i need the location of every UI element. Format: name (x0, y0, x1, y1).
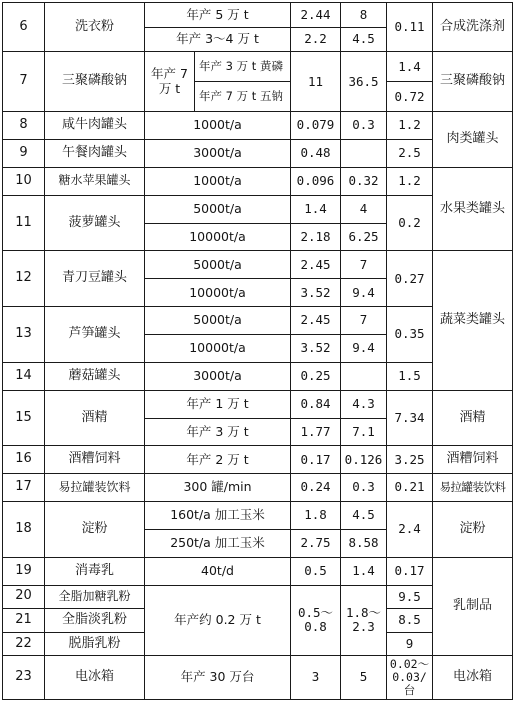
value-2-cell: 0.126 (341, 446, 387, 474)
value-3-cell: 1.2 (387, 112, 433, 140)
value-1-cell: 0.25 (291, 362, 341, 390)
value-2-cell: 4.5 (341, 27, 387, 52)
row-number: 22 (3, 632, 45, 656)
value-3-cell: 1.5 (387, 362, 433, 390)
capacity-cell: 年产 2 万 t (145, 446, 291, 474)
value-3-cell: 8.5 (387, 609, 433, 633)
row-number: 15 (3, 390, 45, 446)
value-3-cell: 3.25 (387, 446, 433, 474)
value-2-cell: 4.5 (341, 502, 387, 530)
product-name: 芦笋罐头 (45, 307, 145, 363)
category-cell: 三聚磷酸钠 (433, 52, 513, 112)
category-cell: 易拉罐装饮料 (433, 474, 513, 502)
capacity-cell: 1000t/a (145, 167, 291, 195)
value-3-cell: 0.72 (387, 82, 433, 112)
product-name: 青刀豆罐头 (45, 251, 145, 307)
value-2-cell: 8.58 (341, 529, 387, 557)
capacity-cell: 300 罐/min (145, 474, 291, 502)
value-2-cell: 9.4 (341, 334, 387, 362)
value-2-cell: 7 (341, 251, 387, 279)
category-cell: 乳制品 (433, 557, 513, 656)
capacity-prefix-cell: 年产 7万 t (145, 52, 195, 112)
value-1-cell: 3 (291, 656, 341, 700)
product-name: 酒精 (45, 390, 145, 446)
row-number: 9 (3, 140, 45, 168)
value-3-cell: 9 (387, 632, 433, 656)
capacity-cell: 160t/a 加工玉米 (145, 502, 291, 530)
value-3-cell: 7.34 (387, 390, 433, 446)
product-name: 蘑菇罐头 (45, 362, 145, 390)
row-number: 16 (3, 446, 45, 474)
product-name: 易拉罐装饮料 (45, 474, 145, 502)
value-1-cell: 2.45 (291, 251, 341, 279)
value-1-cell: 1.4 (291, 195, 341, 223)
capacity-cell: 3000t/a (145, 140, 291, 168)
table-row (3, 557, 513, 585)
value-1-cell: 3.52 (291, 279, 341, 307)
table-row (3, 52, 513, 82)
product-name: 消毒乳 (45, 557, 145, 585)
value-2-cell: 0.3 (341, 112, 387, 140)
value-2-cell (341, 362, 387, 390)
value-1-cell: 2.2 (291, 27, 341, 52)
row-number: 6 (3, 3, 45, 52)
row-number: 12 (3, 251, 45, 307)
product-name: 三聚磷酸钠 (45, 52, 145, 112)
value-2-cell: 0.3 (341, 474, 387, 502)
data-table (2, 2, 513, 700)
row-number: 23 (3, 656, 45, 700)
value-1-cell: 0.17 (291, 446, 341, 474)
value-3-cell: 0.35 (387, 307, 433, 363)
value-2-cell: 9.4 (341, 279, 387, 307)
value-2-cell: 1.8～2.3 (341, 585, 387, 656)
value-3-cell: 0.17 (387, 557, 433, 585)
value-2-cell: 7 (341, 307, 387, 335)
value-2-cell: 1.4 (341, 557, 387, 585)
table-row (3, 474, 513, 502)
capacity-cell: 年产 3～4 万 t (145, 27, 291, 52)
value-3-cell: 2.4 (387, 502, 433, 558)
row-number: 11 (3, 195, 45, 251)
value-3-cell: 9.5 (387, 585, 433, 609)
capacity-cell: 10000t/a (145, 334, 291, 362)
table-row (3, 251, 513, 279)
value-3-cell: 0.11 (387, 3, 433, 52)
capacity-cell: 年产 30 万台 (145, 656, 291, 700)
value-2-cell: 6.25 (341, 223, 387, 251)
product-name: 糖水苹果罐头 (45, 167, 145, 195)
value-2-cell: 0.32 (341, 167, 387, 195)
row-number: 14 (3, 362, 45, 390)
value-1-cell: 0.48 (291, 140, 341, 168)
row-number: 20 (3, 585, 45, 609)
value-3-cell: 2.5 (387, 140, 433, 168)
capacity-cell: 年产约 0.2 万 t (145, 585, 291, 656)
row-number: 7 (3, 52, 45, 112)
value-1-cell: 1.77 (291, 418, 341, 446)
value-1-cell: 0.079 (291, 112, 341, 140)
capacity-cell: 1000t/a (145, 112, 291, 140)
value-3-cell: 0.21 (387, 474, 433, 502)
category-cell: 酒精 (433, 390, 513, 446)
category-cell: 电冰箱 (433, 656, 513, 700)
table-row (3, 502, 513, 530)
value-2-cell: 7.1 (341, 418, 387, 446)
capacity-cell: 5000t/a (145, 251, 291, 279)
value-2-cell (341, 140, 387, 168)
value-1-cell: 2.45 (291, 307, 341, 335)
value-1-cell: 0.24 (291, 474, 341, 502)
capacity-cell: 40t/d (145, 557, 291, 585)
value-1-cell: 2.18 (291, 223, 341, 251)
value-2-cell: 4 (341, 195, 387, 223)
row-number: 10 (3, 167, 45, 195)
value-1-cell: 0.5 (291, 557, 341, 585)
capacity-cell: 年产 1 万 t (145, 390, 291, 418)
product-name: 全脂淡乳粉 (45, 609, 145, 633)
row-number: 18 (3, 502, 45, 558)
table-row (3, 656, 513, 700)
category-cell: 淀粉 (433, 502, 513, 558)
category-cell: 水果类罐头 (433, 167, 513, 251)
table-row (3, 167, 513, 195)
capacity-cell: 年产 7 万 t 五钠 (195, 82, 291, 112)
value-3-cell: 1.2 (387, 167, 433, 195)
product-name: 淀粉 (45, 502, 145, 558)
capacity-cell: 10000t/a (145, 223, 291, 251)
value-2-cell: 36.5 (341, 52, 387, 112)
value-1-cell: 3.52 (291, 334, 341, 362)
capacity-cell: 年产 5 万 t (145, 3, 291, 28)
capacity-cell: 3000t/a (145, 362, 291, 390)
product-name: 菠萝罐头 (45, 195, 145, 251)
row-number: 13 (3, 307, 45, 363)
category-cell: 蔬菜类罐头 (433, 251, 513, 390)
value-2-cell: 8 (341, 3, 387, 28)
value-3-cell: 1.4 (387, 52, 433, 82)
table-row (3, 3, 513, 28)
value-3-cell: 0.02～0.03/台 (387, 656, 433, 700)
capacity-cell: 5000t/a (145, 307, 291, 335)
capacity-cell: 年产 3 万 t (145, 418, 291, 446)
capacity-cell: 5000t/a (145, 195, 291, 223)
value-1-cell: 1.8 (291, 502, 341, 530)
value-1-cell: 0.84 (291, 390, 341, 418)
row-number: 19 (3, 557, 45, 585)
capacity-cell: 250t/a 加工玉米 (145, 529, 291, 557)
table-row (3, 112, 513, 140)
capacity-cell: 年产 3 万 t 黄磷 (195, 52, 291, 82)
product-name: 脱脂乳粉 (45, 632, 145, 656)
value-2-cell: 4.3 (341, 390, 387, 418)
value-3-cell: 0.27 (387, 251, 433, 307)
product-name: 电冰箱 (45, 656, 145, 700)
value-2-cell: 5 (341, 656, 387, 700)
product-name: 全脂加糖乳粉 (45, 585, 145, 609)
value-3-cell: 0.2 (387, 195, 433, 251)
row-number: 8 (3, 112, 45, 140)
row-number: 17 (3, 474, 45, 502)
product-name: 咸牛肉罐头 (45, 112, 145, 140)
capacity-cell: 10000t/a (145, 279, 291, 307)
value-1-cell: 0.096 (291, 167, 341, 195)
value-1-cell: 2.44 (291, 3, 341, 28)
value-1-cell: 2.75 (291, 529, 341, 557)
category-cell: 肉类罐头 (433, 112, 513, 168)
row-number: 21 (3, 609, 45, 633)
category-cell: 酒糟饲料 (433, 446, 513, 474)
value-1-cell: 11 (291, 52, 341, 112)
category-cell: 合成洗涤剂 (433, 3, 513, 52)
table-row (3, 446, 513, 474)
product-name: 午餐肉罐头 (45, 140, 145, 168)
table-row (3, 390, 513, 418)
product-name: 洗衣粉 (45, 3, 145, 52)
value-1-cell: 0.5～0.8 (291, 585, 341, 656)
product-name: 酒糟饲料 (45, 446, 145, 474)
